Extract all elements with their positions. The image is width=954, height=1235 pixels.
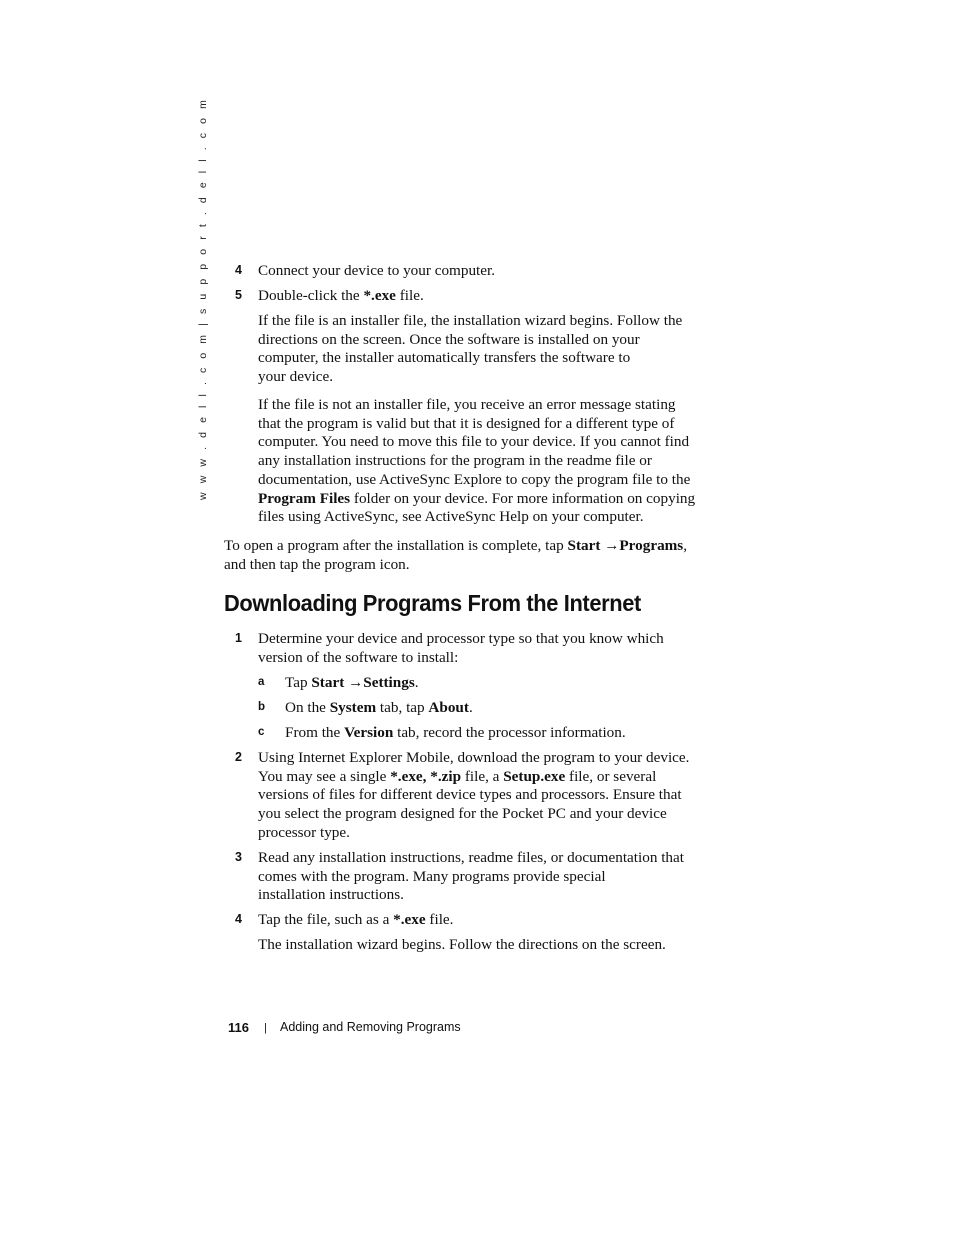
- step-number: 3: [235, 850, 242, 864]
- arrow-icon: →: [344, 674, 364, 691]
- step-number: 4: [235, 912, 242, 926]
- step-number: 2: [235, 750, 242, 764]
- step-text: Read any installation instructions, readme files, or documentation that comes with the program. Many programs provide special installation instructions.: [258, 849, 684, 904]
- step-text: Connect your device to your computer.: [258, 262, 496, 279]
- substep-text: On the System tab, tap About.: [285, 699, 473, 716]
- substep-letter: a: [258, 676, 265, 688]
- paragraph-not-installer: If the file is not an installer file, you receive an error message stating that the program is valid but that it is designed for a different type of computer. You need to move this file to your device. If you cannot find any installation instructions for the program in the readme file or documentation, use ActiveSync Explore to copy the program file to the Program Files folder on your device. For more information on copying files using ActiveSync, see ActiveSync Help on your computer.: [258, 396, 696, 526]
- section-heading: Downloading Programs From the Internet: [224, 590, 641, 616]
- footer-chapter-title: Adding and Removing Programs: [280, 1020, 461, 1034]
- arrow-icon: →: [600, 537, 620, 554]
- paragraph-open-program: To open a program after the installation is complete, tap Start →Programs, and then tap the program icon.: [224, 537, 688, 573]
- page-number: 116: [228, 1020, 249, 1035]
- paragraph-installer: If the file is an installer file, the installation wizard begins. Follow the directions on the screen. Once the software is installed on your computer, the installer automatically transfers the software to your device.: [258, 312, 683, 386]
- step-text: Tap the file, such as a *.exe file.: [258, 911, 454, 928]
- substep-text: Tap Start →Settings.: [285, 674, 419, 691]
- substep-letter: c: [258, 726, 265, 738]
- side-url-text: w w w . d e l l . c o m | s u p p o r t . d e l l . c o m: [197, 97, 209, 500]
- paragraph-final: The installation wizard begins. Follow the directions on the screen.: [258, 936, 666, 953]
- step-number: 1: [235, 631, 242, 645]
- step-text: Using Internet Explorer Mobile, download the program to your device. You may see a single *.exe, *.zip file, a Setup.exe file, or several versions of files for different device types and processors. Ensure that you select the program designed for the Pocket PC and your device processor type.: [258, 749, 690, 841]
- substep-letter: b: [258, 701, 266, 713]
- step-text: Double-click the *.exe file.: [258, 287, 424, 304]
- step-text: Determine your device and processor type so that you know which version of the software to install:: [258, 630, 664, 666]
- step-number: 5: [235, 288, 242, 302]
- substep-text: From the Version tab, record the processor information.: [285, 724, 626, 741]
- footer-separator: |: [264, 1022, 267, 1034]
- step-number: 4: [235, 263, 242, 277]
